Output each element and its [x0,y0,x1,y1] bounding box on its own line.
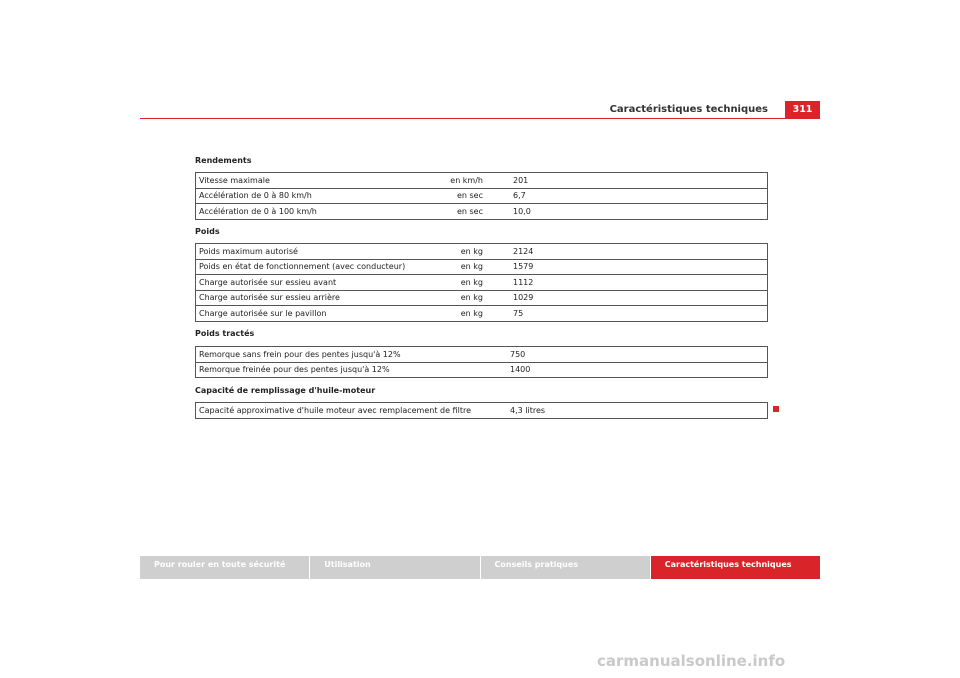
row-label: Capacité approximative d'huile moteur avec remplacement de filtre [196,403,485,419]
end-of-section-mark [773,406,779,412]
row-value: 2124 [487,244,768,260]
row-label: Charge autorisée sur le pavillon [196,306,433,322]
row-label: Accélération de 0 à 100 km/h [196,204,433,220]
row-label: Accélération de 0 à 80 km/h [196,188,433,204]
row-label: Poids en état de fonctionnement (avec conducteur) [196,259,433,275]
row-label: Charge autorisée sur essieu avant [196,275,433,291]
table-row [196,403,768,419]
table-row [196,275,768,291]
page-header-title: Caractéristiques techniques [609,104,768,115]
row-unit: en sec [432,204,487,220]
row-unit: en kg [432,275,487,291]
footer-tab-securite[interactable]: Pour rouler en toute sécurité [140,556,309,579]
table-capacite-huile [195,402,768,419]
row-label: Vitesse maximale [196,173,433,189]
row-value: 1029 [487,290,768,306]
table-rendements [195,172,768,220]
footer-tab-conseils[interactable]: Conseils pratiques [481,556,650,579]
table-row [196,204,768,220]
row-value: 6,7 [487,188,768,204]
row-unit: en kg [432,290,487,306]
table-row [196,188,768,204]
row-label: Poids maximum autorisé [196,244,433,260]
row-value: 1112 [487,275,768,291]
row-unit: en km/h [432,173,487,189]
row-unit: en kg [432,306,487,322]
row-value: 4,3 litres [484,403,768,419]
section-heading-poids-tractes: Poids tractés [195,329,255,338]
row-value: 75 [487,306,768,322]
row-value: 1579 [487,259,768,275]
table-row [196,306,768,322]
row-unit: en kg [432,244,487,260]
table-row [196,362,768,378]
section-heading-rendements: Rendements [195,156,252,165]
table-row [196,173,768,189]
header-rule [140,118,820,119]
row-label: Remorque sans frein pour des pentes jusqu'à 12% [196,347,485,363]
row-value: 10,0 [487,204,768,220]
row-value: 201 [487,173,768,189]
row-unit: en kg [432,259,487,275]
section-heading-capacite-huile: Capacité de remplissage d'huile-moteur [195,386,376,395]
footer-tabs [140,556,820,579]
section-heading-poids: Poids [195,227,220,236]
footer-tab-caracteristiques[interactable]: Caractéristiques techniques [651,556,820,579]
watermark: carmanualsonline.info [597,652,786,670]
table-poids-tractes [195,346,768,378]
footer-tab-utilisation[interactable]: Utilisation [310,556,479,579]
row-unit: en sec [432,188,487,204]
table-row [196,347,768,363]
row-label: Remorque freinée pour des pentes jusqu'à 12% [196,362,485,378]
table-poids [195,243,768,322]
row-value: 1400 [484,362,768,378]
table-row [196,244,768,260]
table-row [196,259,768,275]
table-row [196,290,768,306]
row-label: Charge autorisée sur essieu arrière [196,290,433,306]
row-value: 750 [484,347,768,363]
page-number-badge: 311 [785,101,820,118]
